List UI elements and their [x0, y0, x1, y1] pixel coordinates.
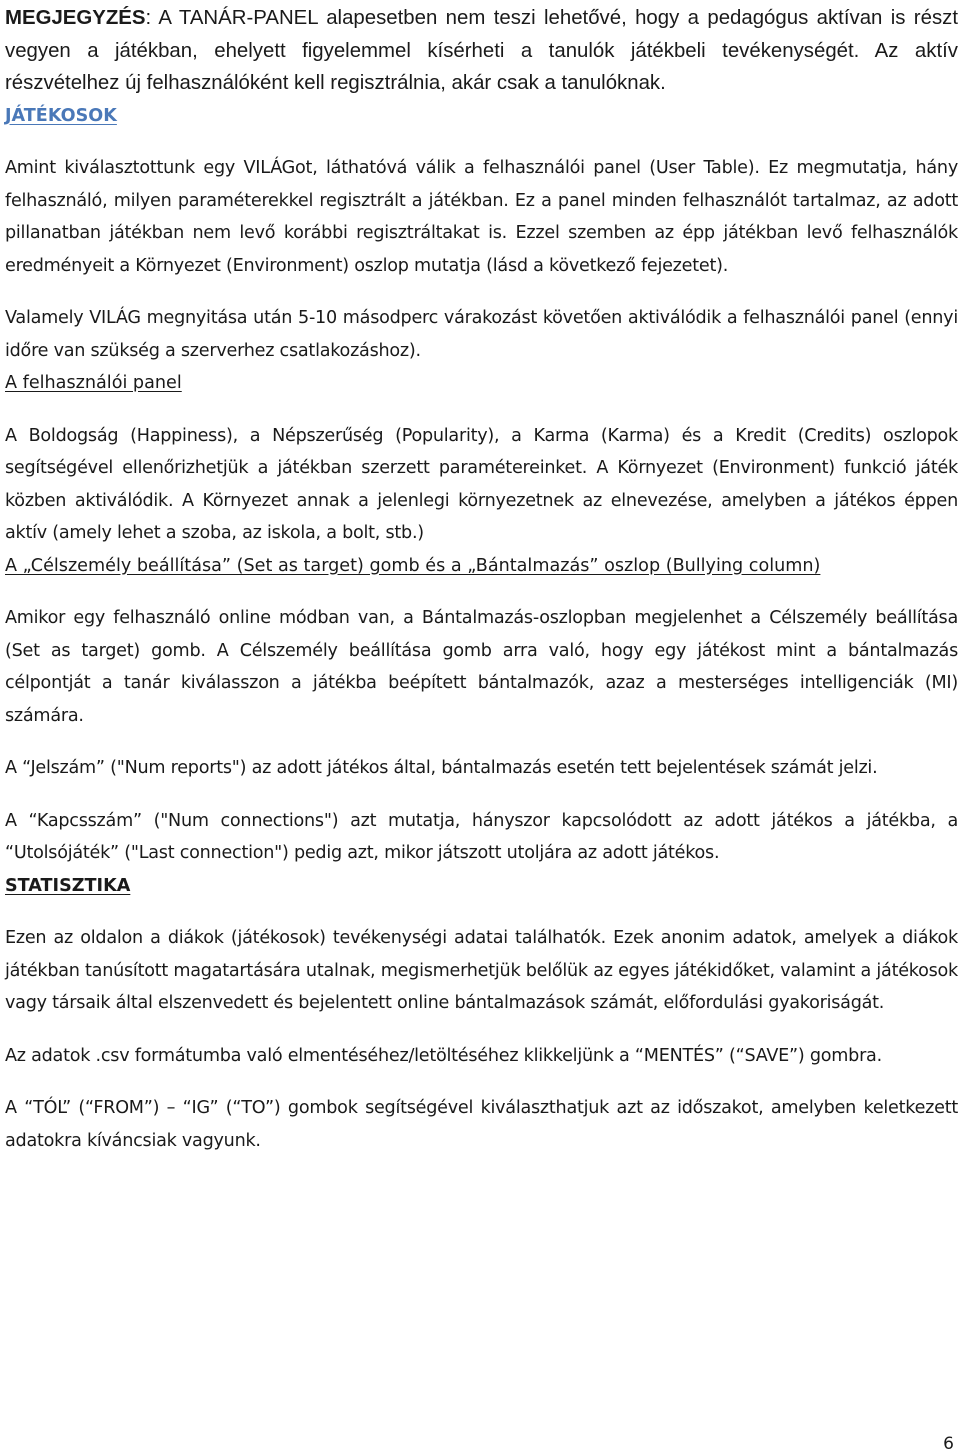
- document-page: [5, 2, 958, 1157]
- section-heading-set-as-target: A „Célszemély beállítása” (Set as target) gomb és a „Bántalmazás” oszlop (Bullying column): [5, 555, 821, 576]
- paragraph-statisztika-from-to: A “TÓL” (“FROM”) – “IG” (“TO”) gombok segítségével kiválaszthatjuk azt az időszakot, amelyben keletkezett adatokra kíváncsiak vagyunk.: [5, 1098, 958, 1151]
- paragraph-jatekosok-1: Amint kiválasztottunk egy VILÁGot, láthatóvá válik a felhasználói panel (User Table). Ez megmutatja, hány felhasználó, milyen paraméterekkel regisztrált a játékban. Ez a panel minden felhasználót tartalmaz, az adott pillanatban játékban nem levő korábbi regisztráltakat is. Ezzel szemben az épp játékban levő felhasználók eredményeit a Környezet (Environment) oszlop mutatja (lásd a következő fejezetet).: [5, 158, 958, 276]
- paragraph-num-connections: A “Kapcsszám” ("Num connections") azt mutatja, hányszor kapcsolódott az adott játékos a játékba, a “Utolsójáték” ("Last connection") pedig azt, mikor játszott utoljára az adott játékos.: [5, 810, 958, 863]
- note-text: : A TANÁR-PANEL alapesetben nem teszi lehetővé, hogy a pedagógus aktívan is részt vegyen a játékban, ehelyett figyelemmel kísérheti a tanulók játékbeli tevékenységét. Az aktív részvételhez új felhasználóként kell regisztrálnia, akár csak a tanulóknak.: [5, 7, 958, 94]
- page-number: 6: [943, 1434, 954, 1454]
- paragraph-num-reports: A “Jelszám” ("Num reports") az adott játékos által, bántalmazás esetén tett bejelentések számát jelzi.: [5, 758, 878, 778]
- section-heading-statisztika: STATISZTIKA: [5, 875, 131, 896]
- paragraph-set-as-target-1: Amikor egy felhasználó online módban van, a Bántalmazás-oszlopban megjelenhet a Célszemély beállítása (Set as target) gomb. A Célszemély beállítása gomb arra való, hogy egy játékost mint a bántalmazás célpontját a tanár kiválasszon a játékba beépített bántalmazók, azaz a mesterséges intelligenciák (MI) számára.: [5, 608, 958, 726]
- paragraph-user-panel-1: A Boldogság (Happiness), a Népszerűség (Popularity), a Karma (Karma) és a Kredit (Credits) oszlopok segítségével ellenőrizhetjük a játékban szerzett paramétereinket. A Környezet (Environment) funkció játék közben aktiválódik. A Környezet annak a jelenlegi környezetnek az elnevezése, amelyben a játékos éppen aktív (amely lehet a szoba, az iskola, a bolt, stb.): [5, 425, 958, 543]
- paragraph-statisztika-1: Ezen az oldalon a diákok (játékosok) tevékenységi adatai találhatók. Ezek anonim adatok, amelyek a diákok játékban tanúsított magatartására utalnak, megismerhetjük belőlük az egyes játékidőket, valamint a játékosok vagy társaik által elszenvedett és bejelentett online bántalmazások számát, előfordulási gyakoriságát.: [5, 928, 958, 1013]
- note-paragraph: [5, 2, 958, 100]
- note-label: MEGJEGYZÉS: [5, 7, 146, 29]
- section-heading-user-panel: A felhasználói panel: [5, 373, 182, 393]
- paragraph-statisztika-save: Az adatok .csv formátumba való elmentéséhez/letöltéséhez klikkeljünk a “MENTÉS” (“SAVE”) gombra.: [5, 1045, 882, 1066]
- section-heading-jatekosok: JÁTÉKOSOK: [5, 105, 117, 126]
- paragraph-jatekosok-2: Valamely VILÁG megnyitása után 5-10 másodperc várakozást követően aktiválódik a felhasználói panel (ennyi időre van szükség a szerverhez csatlakozáshoz).: [5, 308, 958, 361]
